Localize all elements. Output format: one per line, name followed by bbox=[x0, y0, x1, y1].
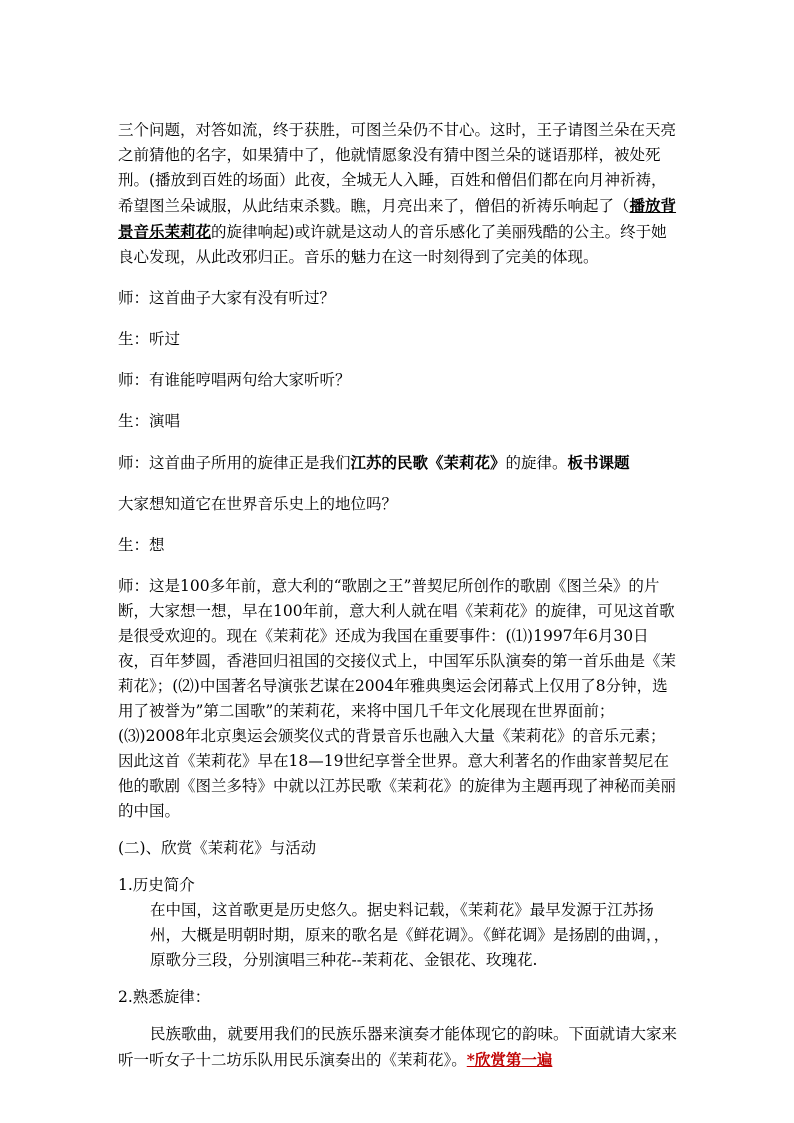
document-body bbox=[118, 118, 678, 1073]
dialog-line-4: 生：演唱 bbox=[118, 412, 181, 430]
question-line: 大家想知道它在世界音乐史上的地位吗？ bbox=[118, 495, 398, 513]
emphasis-board-title: 板书课题 bbox=[567, 453, 630, 472]
paragraph-story: 三个问题，对答如流，终于获胜，可图兰朵仍不甘心。这时，王子请图兰朵在天亮之前猜他的名字，如果猜中了，他就情愿象没有猜中图兰朵的谜语那样，被处死刑。(播放到百姓的场面）此夜，全城无人入睡，百姓和僧侣们都在向月神祈祷，希望图兰朵诚服，从此结束杀戮。瞧，月亮出来了，僧侣的祈祷乐响起了（播放背景音乐茉莉花的旋律响起)或许就是这动人的音乐感化了美丽残酷的公主。终于她良心发现，从此改邪归正。音乐的魅力在这一时刻得到了完美的体现。 bbox=[118, 121, 677, 266]
emphasis-play-music: 播放背景音乐茉莉花 bbox=[118, 196, 677, 241]
dialog-line-3: 师：有谁能哼唱两句给大家听听？ bbox=[118, 371, 351, 389]
paragraph-teacher-title: 师：这首曲子所用的旋律正是我们江苏的民歌《茉莉花》的旋律。板书课题 bbox=[118, 453, 630, 472]
section-heading-2: (二)、欣赏《茉莉花》与活动 bbox=[118, 839, 317, 857]
paragraph-history: 师：这是100多年前，意大利的“歌剧之王”普契尼所创作的歌剧《图兰朵》的片断，大家想一想，早在100年前，意大利人就在唱《茉莉花》的旋律，可见这首歌是很受欢迎的。现在《茉莉花》还成为我国在重要事件：(⑴)1997年6月30日夜，百年梦圆，香港回归祖国的交接仪式上，中国军乐队演奏的第一首乐曲是《茉莉花》；(⑵)中国著名导演张艺谋在2004年雅典奥运会闭幕式上仅用了8分钟，选用了被誉为”第二国歌”的茉莉花，来将中国几千年文化展现在世界面前；(⑶)2008年北京奥运会颁奖仪式的背景音乐也融入大量《茉莉花》的音乐元素；因此这首《茉莉花》早在18—19世纪享誉全世界。意大利著名的作曲家普契尼在他的歌剧《图兰多特》中就以江苏民歌《茉莉花》的旋律为主题再现了神秘而美丽的中国。 bbox=[118, 577, 677, 820]
item-2-body: 民族歌曲，就要用我们的民族乐器来演奏才能体现它的韵味。下面就请大家来听一听女子十二坊乐队用民乐演奏出的《茉莉花》。*欣赏第一遍 bbox=[118, 1025, 678, 1069]
emphasis-first-listen: *欣赏第一遍 bbox=[466, 1050, 553, 1069]
dialog-line-2: 生：听过 bbox=[118, 330, 181, 348]
item-1-body: 在中国，这首歌更是历史悠久。据史料记载，《茉莉花》最早发源于江苏扬州，大概是明朝时期，原来的歌名是《鲜花调》。《鲜花调》是扬剧的曲调，，原歌分三段，分别演唱三种花--茉莉花、金银花、玫瑰花. bbox=[150, 901, 670, 969]
answer-line: 生：想 bbox=[118, 536, 165, 554]
item-2-title: 2.熟悉旋律： bbox=[118, 988, 211, 1006]
dialog-line-1: 师：这首曲子大家有没有听过？ bbox=[118, 289, 336, 307]
emphasis-song-name: 江苏的民歌《茉莉花》 bbox=[350, 453, 506, 472]
item-1-title: 1.历史简介 bbox=[118, 876, 195, 894]
